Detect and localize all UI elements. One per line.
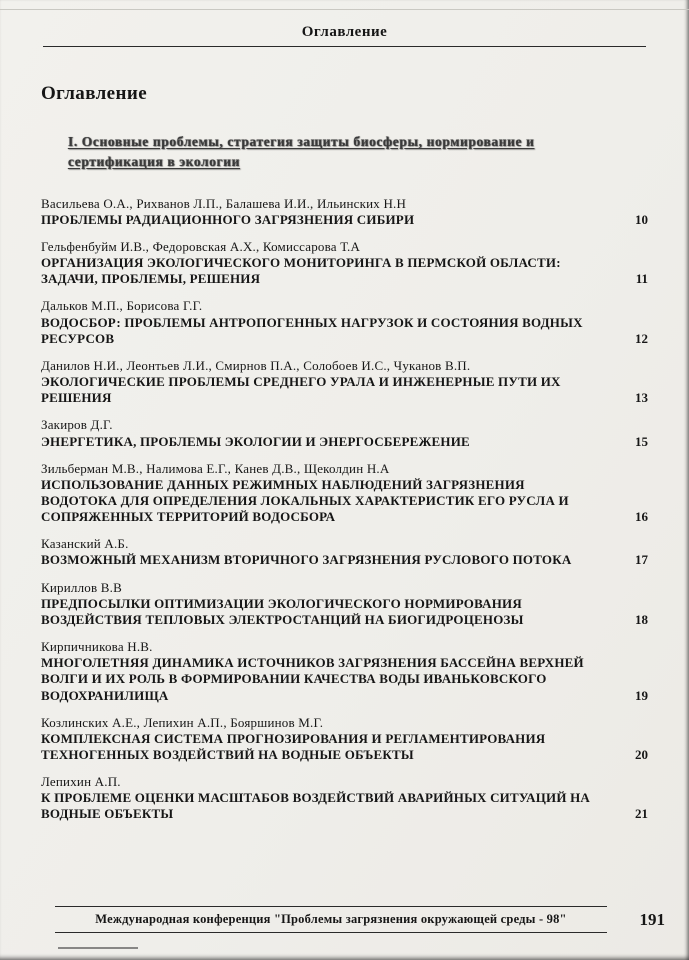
entry-title-row [41,655,648,703]
entry-page-number: 16 [635,509,648,525]
toc-entry [41,774,648,822]
entry-authors: Кирпичникова Н.В. [41,639,153,655]
entry-authors: Гельфенбуйм И.В., Федоровская А.Х., Комиссарова Т.А [41,238,361,254]
entry-authors: Закиров Д.Г. [41,417,113,433]
toc-entry [41,298,648,346]
toc-entry [41,196,648,228]
entry-title: ЭНЕРГЕТИКА, ПРОБЛЕМЫ ЭКОЛОГИИ И ЭНЕРГОСБЕРЕЖЕНИЕ [41,433,470,449]
entry-title-row [41,374,648,406]
entry-page-number: 18 [635,611,648,627]
entry-page-number: 17 [635,552,648,568]
toc-entries [41,196,648,823]
entry-title-row [41,596,648,628]
entry-page-number: 21 [635,806,648,822]
running-header-title: Оглавление [301,24,388,40]
entry-authors: Козлинских А.Е., Лепихин А.П., Бояршинов М.Г. [41,714,324,730]
entry-authors: Данилов Н.И., Леонтьев Л.И., Смирнов П.А., Солобоев И.С., Чуканов В.П. [41,357,471,373]
entry-title: ЭКОЛОГИЧЕСКИЕ ПРОБЛЕМЫ СРЕДНЕГО УРАЛА И ИНЖЕНЕРНЫЕ ПУТИ ИХ РЕШЕНИЯ [41,374,561,406]
toc-entry [41,461,648,526]
footer-page-number: 191 [639,909,665,929]
entry-title-row [41,790,648,822]
entry-title: ПРЕДПОСЫЛКИ ОПТИМИЗАЦИИ ЭКОЛОГИЧЕСКОГО НОРМИРОВАНИЯ ВОЗДЕЙСТВИЯ ТЕПЛОВЫХ ЭЛЕКТРОСТАНЦИЙ НА БИОГИДРОЦЕНОЗЫ [41,595,524,627]
entry-title: МНОГОЛЕТНЯЯ ДИНАМИКА ИСТОЧНИКОВ ЗАГРЯЗНЕНИЯ БАССЕЙНА ВЕРХНЕЙ ВОЛГИ И ИХ РОЛЬ В ФОРМИРОВАНИИ КАЧЕСТВА ВОДЫ ИВАНЬКОВСКОГО ВОДОХРАНИЛИЩА [41,655,584,703]
entry-title-row [41,552,648,568]
entry-title-row [41,434,648,450]
entry-authors: Казанский А.Б. [41,536,129,552]
page-footer [55,906,665,933]
toc-entry [41,580,648,628]
toc-entry [41,358,648,406]
entry-title-row [41,212,648,228]
toc-entry [41,536,648,568]
section-title-text: I. Основные проблемы, стратегия защиты биосферы, нормирование и сертификация в экологии [68,134,535,170]
entry-authors: Васильева О.А., Рихванов Л.П., Балашева И.И., Ильинских Н.Н [41,195,407,211]
entry-page-number: 13 [635,390,648,406]
entry-title: ВОДОСБОР: ПРОБЛЕМЫ АНТРОПОГЕННЫХ НАГРУЗОК И СОСТОЯНИЯ ВОДНЫХ РЕСУРСОВ [41,314,583,346]
entry-authors: Лепихин А.П. [41,774,121,790]
entry-page-number: 19 [635,687,648,703]
toc-entry [41,715,648,763]
entry-title: КОМПЛЕКСНАЯ СИСТЕМА ПРОГНОЗИРОВАНИЯ И РЕГЛАМЕНТИРОВАНИЯ ТЕХНОГЕННЫХ ВОЗДЕЙСТВИЙ НА ВОДНЫЕ ОБЪЕКТЫ [41,730,546,762]
entry-page-number: 12 [635,330,648,346]
header-rule [43,46,646,47]
entry-authors: Дальков М.П., Борисова Г.Г. [41,298,203,314]
entry-title: ОРГАНИЗАЦИЯ ЭКОЛОГИЧЕСКОГО МОНИТОРИНГА В ПЕРМСКОЙ ОБЛАСТИ: ЗАДАЧИ, ПРОБЛЕМЫ, РЕШЕНИЯ [41,255,561,287]
entry-page-number: 20 [635,746,648,762]
page-title: Оглавление [41,83,148,104]
running-header [41,0,648,41]
toc-entry [41,239,648,287]
entry-title-row [41,731,648,763]
entry-title: К ПРОБЛЕМЕ ОЦЕНКИ МАСШТАБОВ ВОЗДЕЙСТВИЙ АВАРИЙНЫХ СИТУАЦИЙ НА ВОДНЫЕ ОБЪЕКТЫ [41,790,590,822]
entry-page-number: 15 [635,433,648,449]
entry-page-number: 10 [635,211,648,227]
entry-title-row [41,477,648,525]
entry-title-row [41,315,648,347]
section-title [68,132,628,173]
footer-conference: Международная конференция "Проблемы загрязнения окружающей среды - 98" [55,906,607,933]
toc-entry [41,639,648,704]
entry-title: ВОЗМОЖНЫЙ МЕХАНИЗМ ВТОРИЧНОГО ЗАГРЯЗНЕНИЯ РУСЛОВОГО ПОТОКА [41,552,572,568]
entry-page-number: 11 [635,271,648,287]
entry-authors: Зильберман М.В., Налимова Е.Г., Канев Д.В., Щеколдин Н.А [41,460,390,476]
entry-title: ИСПОЛЬЗОВАНИЕ ДАННЫХ РЕЖИМНЫХ НАБЛЮДЕНИЙ ЗАГРЯЗНЕНИЯ ВОДОТОКА ДЛЯ ОПРЕДЕЛЕНИЯ ЛОКАЛЬНЫХ ХАРАКТЕРИСТИК ЕГО РУСЛА И СОПРЯЖЕННЫХ ТЕРРИТОРИЙ ВОДОСБОРА [41,476,569,525]
entry-authors: Кириллов В.В [41,579,122,595]
entry-title: ПРОБЛЕМЫ РАДИАЦИОННОГО ЗАГРЯЗНЕНИЯ СИБИРИ [41,211,415,227]
entry-title-row [41,255,648,287]
toc-entry [41,417,648,449]
